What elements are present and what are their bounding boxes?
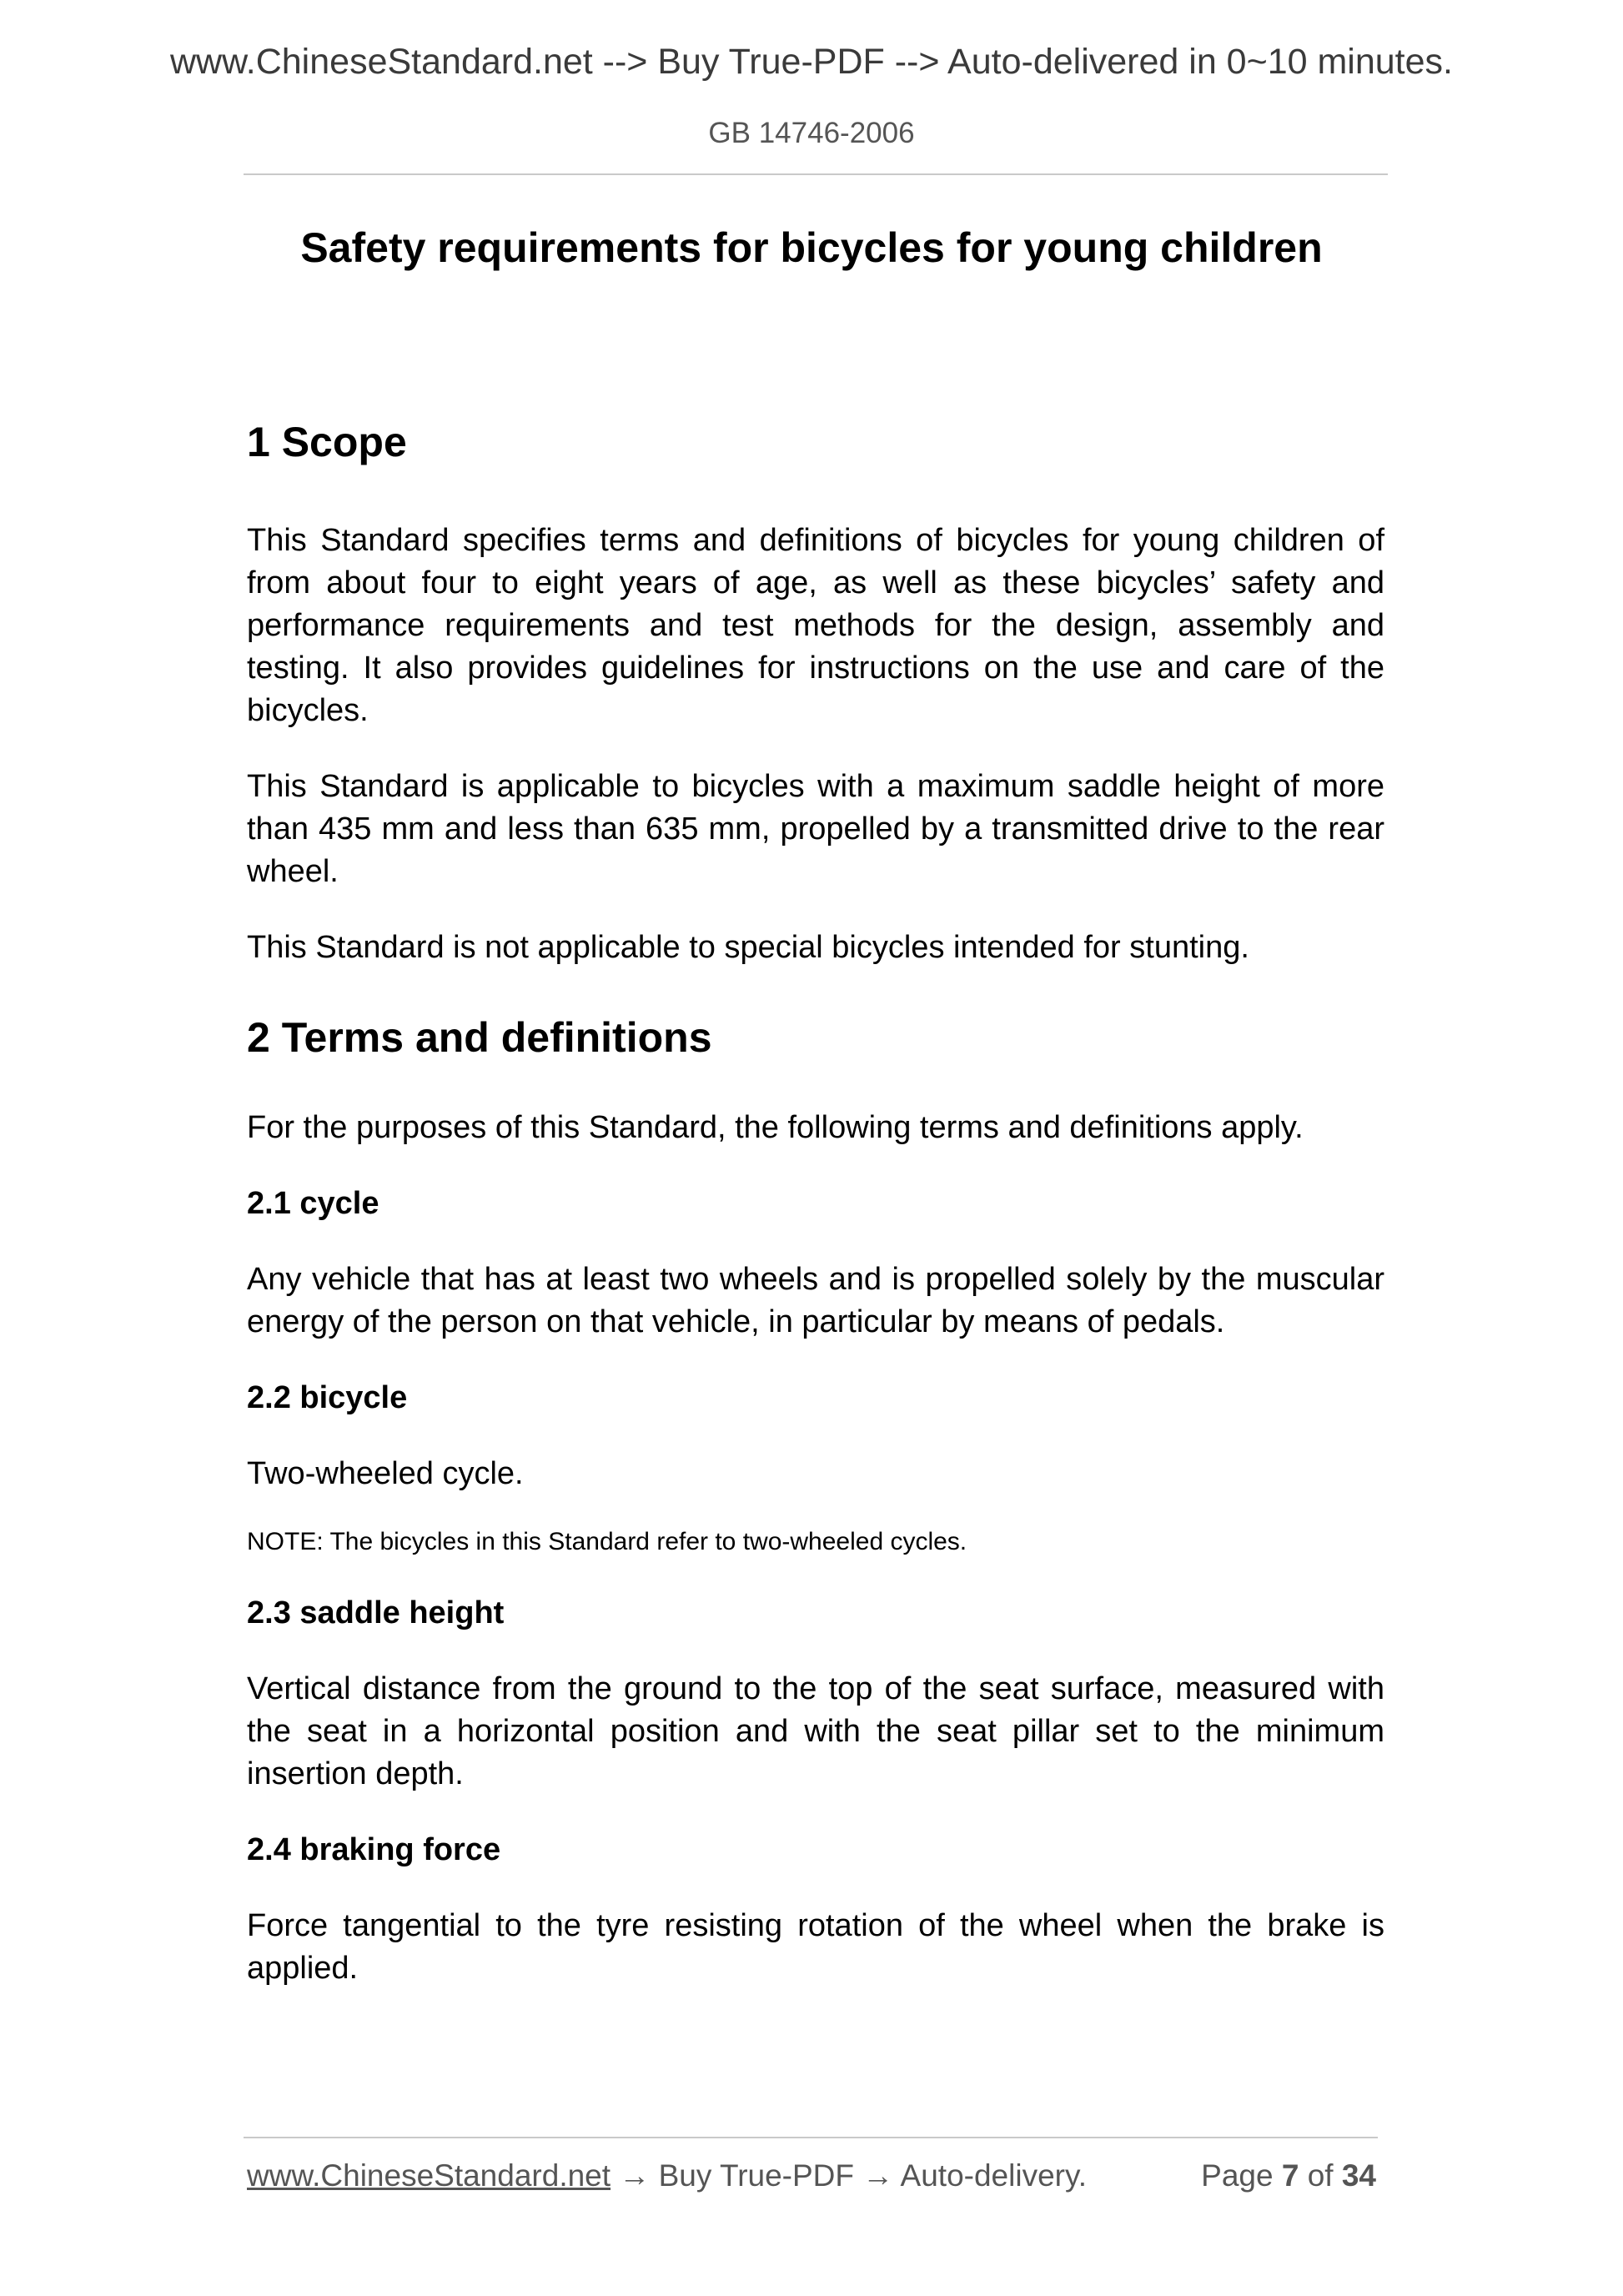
section-heading-terms: 2 Terms and definitions — [247, 1014, 712, 1061]
arrow-right-icon: → — [619, 2158, 651, 2193]
footer-site-link[interactable]: www.ChineseStandard.net — [247, 2158, 611, 2193]
term-definition-bicycle: Two-wheeled cycle. — [247, 1456, 524, 1491]
page-label: Page — [1201, 2158, 1274, 2193]
page-number: 7 — [1281, 2158, 1299, 2193]
standard-code: GB 14746-2006 — [708, 117, 915, 149]
document-body — [247, 417, 1384, 1990]
scope-paragraph-1: This Standard specifies terms and definitions of bicycles for young children of from about four to eight years of age, as well as these bicycles’ safety and performance requirements and test methods for the design, assembly and testing. It also provides guidelines for instructions on the use and care of the bicycles. — [247, 523, 1384, 728]
of-label: of — [1307, 2158, 1334, 2193]
document-title: Safety requirements for bicycles for young children — [300, 224, 1323, 271]
footer-promo — [247, 2158, 1087, 2193]
term-definition-saddle-height: Vertical distance from the ground to the top of the seat surface, measured with the seat in a horizontal position and with the seat pillar set to the minimum insertion depth. — [247, 1671, 1384, 1791]
footer-buy-text: Buy True-PDF — [658, 2158, 855, 2193]
term-heading-bicycle: 2.2 bicycle — [247, 1380, 408, 1415]
scope-paragraph-3: This Standard is not applicable to special bicycles intended for stunting. — [247, 930, 1249, 965]
arrow-right-icon: → — [862, 2158, 894, 2193]
term-heading-saddle-height: 2.3 saddle height — [247, 1595, 505, 1630]
footer-delivery-text: Auto-delivery. — [900, 2158, 1088, 2193]
top-banner: www.ChineseStandard.net --> Buy True-PDF --> Auto-delivered in 0~10 minutes. — [169, 42, 1453, 82]
term-heading-braking-force: 2.4 braking force — [247, 1832, 501, 1867]
total-pages: 34 — [1341, 2158, 1376, 2193]
footer-divider — [244, 2137, 1378, 2138]
term-definition-braking-force: Force tangential to the tyre resisting rotation of the wheel when the brake is applied. — [247, 1908, 1384, 1986]
page-indicator — [1201, 2158, 1376, 2193]
section-heading-scope: 1 Scope — [247, 419, 407, 465]
term-definition-cycle: Any vehicle that has at least two wheels and is propelled solely by the muscular energy of the person on that vehicle, in particular by means of pedals. — [247, 1262, 1384, 1339]
terms-intro: For the purposes of this Standard, the following terms and definitions apply. — [247, 1110, 1304, 1145]
header-divider — [244, 173, 1388, 175]
scope-paragraph-2: This Standard is applicable to bicycles with a maximum saddle height of more than 435 mm and less than 635 mm, propelled by a transmitted drive to the rear wheel. — [247, 769, 1384, 889]
term-note-bicycle: NOTE: The bicycles in this Standard refer to two-wheeled cycles. — [247, 1528, 967, 1555]
term-heading-cycle: 2.1 cycle — [247, 1186, 379, 1221]
